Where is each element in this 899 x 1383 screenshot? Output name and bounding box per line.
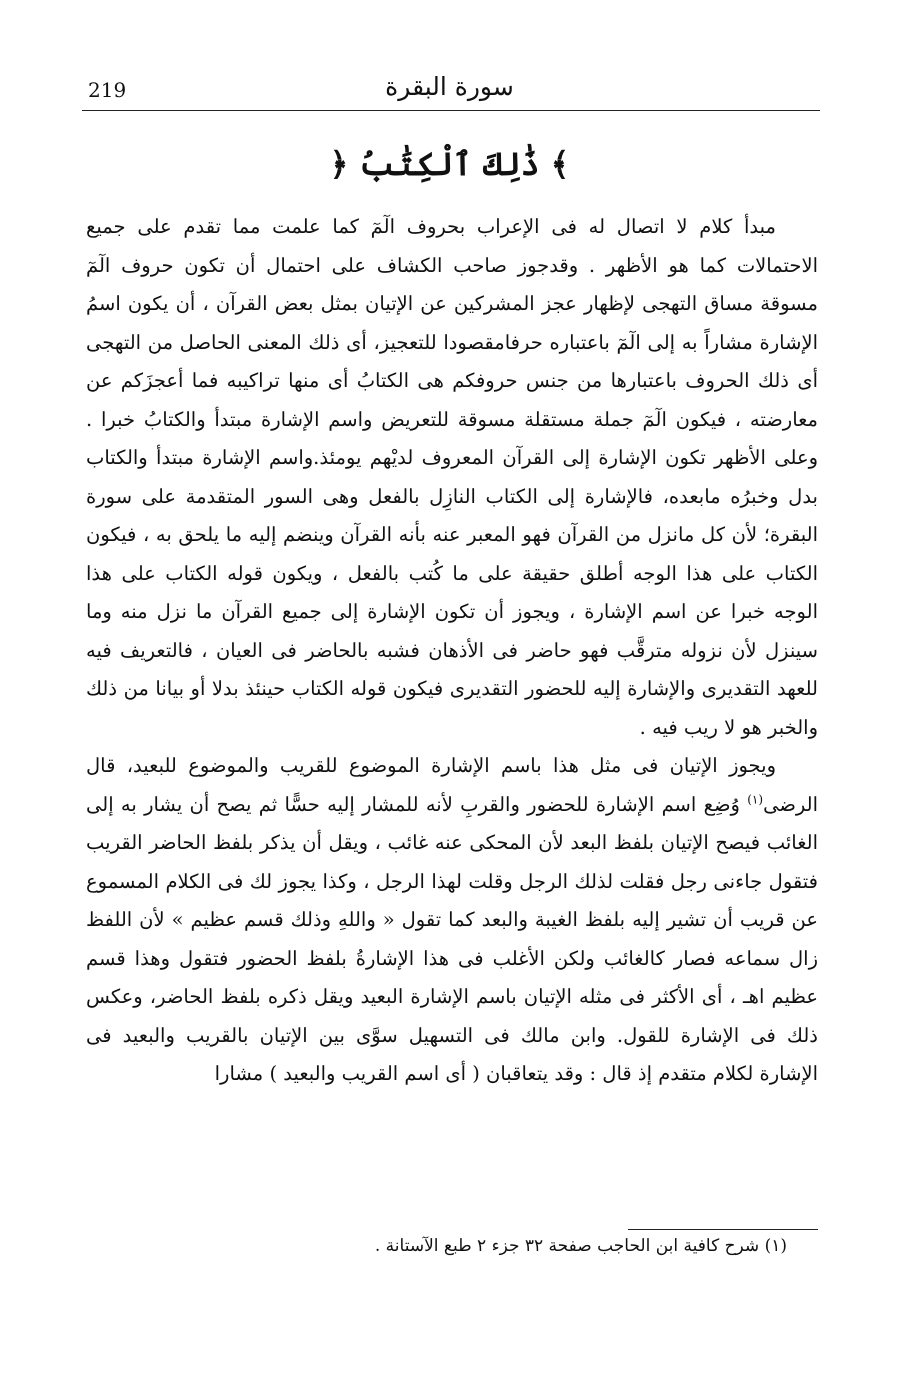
footnote-divider [628, 1229, 818, 1230]
paragraph-1: مبدأ كلام لا اتصال له فى الإعراب بحروف الٓمٓ كما علمت مما تقدم على جميع الاحتمالات كما هو الأظهر . وقدجوز صاحب الكشاف على احتمال أن تكون حروف الٓمٓ مسوقة مساق التهجى لإظهار عجز المشركين عن الإتيان بمثل بعض القرآن ، أن يكون اسمُ الإشارة مشاراً به إلى الٓمٓ باعتباره حرفامقصودا للتعجيز، أى ذلك المعنى الحاصل من التهجى أى ذلك الحروف باعتبارها من جنس حروفكم هى الكتابُ أى منها تراكيبه فما أعجزَكم عن معارضته ، فيكون الٓمٓ جملة مستقلة مسوقة للتعريض واسم الإشارة مبتدأ والكتابُ خبرا . وعلى الأظهر تكون الإشارة إلى القرآن المعروف لديْهم يومئذ.واسم الإشارة مبتدأ والكتاب بدل وخبرُه مابعده، فالإشارة إلى الكتاب النازِل بالفعل وهى السور المتقدمة على سورة البقرة؛ لأن كل مانزل من القرآن فهو المعبر عنه بأنه القرآن وينضم إليه ما يلحق به ، فيكون الكتاب على هذا الوجه أطلق حقيقة على ما كُتب بالفعل ، ويكون قوله الكتاب على هذا الوجه خبرا عن اسم الإشارة ، ويجوز أن تكون الإشارة إلى جميع القرآن ما نزل منه وما سينزل لأن نزوله مترقَّب فهو حاضر فى الأذهان فشبه بالحاضر فى العيان ، فالتعريف فيه للعهد التقديرى والإشارة إليه للحضور التقديرى فيكون قوله الكتاب حينئذ بدلا أو بيانا من ذلك والخبر هو لا ريب فيه . [86, 215, 818, 739]
page-number: 219 [88, 78, 127, 102]
header-divider [82, 110, 820, 111]
footnote: (١) شرح كافية ابن الحاجب صفحة ٣٢ جزء ٢ طبع الآستانة . [374, 1236, 787, 1256]
verse-heading: ﴿ ذَٰلِكَ ٱلْكِتَٰبُ ﴾ [329, 145, 570, 183]
paragraph-2-lead: ويجوز الإتيان فى مثل هذا باسم الإشارة الموضوع للقريب والموضوع للبعيد، قال الرضى [86, 754, 818, 816]
paragraph-2 [86, 747, 818, 1094]
paragraph-2-rest: وُضِع اسم الإشارة للحضور والقربِ لأنه للمشار إليه حسًّا ثم يصح أن يشار به إلى الغائب فيصح الإتيان بلفظ البعد لأن المحكى عنه غائب ، ويقل أن يذكر بلفظ الحاضر القريب فتقول جاءنى رجل فقلت لذلك الرجل وقلت لهذا الرجل ، وكذا يجوز لك فى الكلام المسموع عن قريب أن تشير إليه بلفظ الغيبة والبعد كما تقول « واللهِ وذلك قسم عظيم » لأن اللفظ زال سماعه فصار كالغائب ولكن الأغلب فى هذا الإشارةُ بلفظ الحضور فتقول وهذا قسم عظيم اهـ ، أى الأكثر فى مثله الإتيان باسم الإشارة البعيد ويقل ذكره بلفظ الحاضر، وعكس ذلك فى الإشارة للقول. وابن مالك فى التسهيل سوَّى بين الإتيان بالقريب والبعيد فى الإشارة لكلام متقدم إذ قال : وقد يتعاقبان ( أى اسم القريب والبعيد ) مشارا [86, 792, 818, 1085]
footnote-marker[interactable]: (١) [747, 792, 764, 806]
commentary-body [86, 208, 818, 1094]
surah-title: سورة البقرة [385, 72, 514, 101]
